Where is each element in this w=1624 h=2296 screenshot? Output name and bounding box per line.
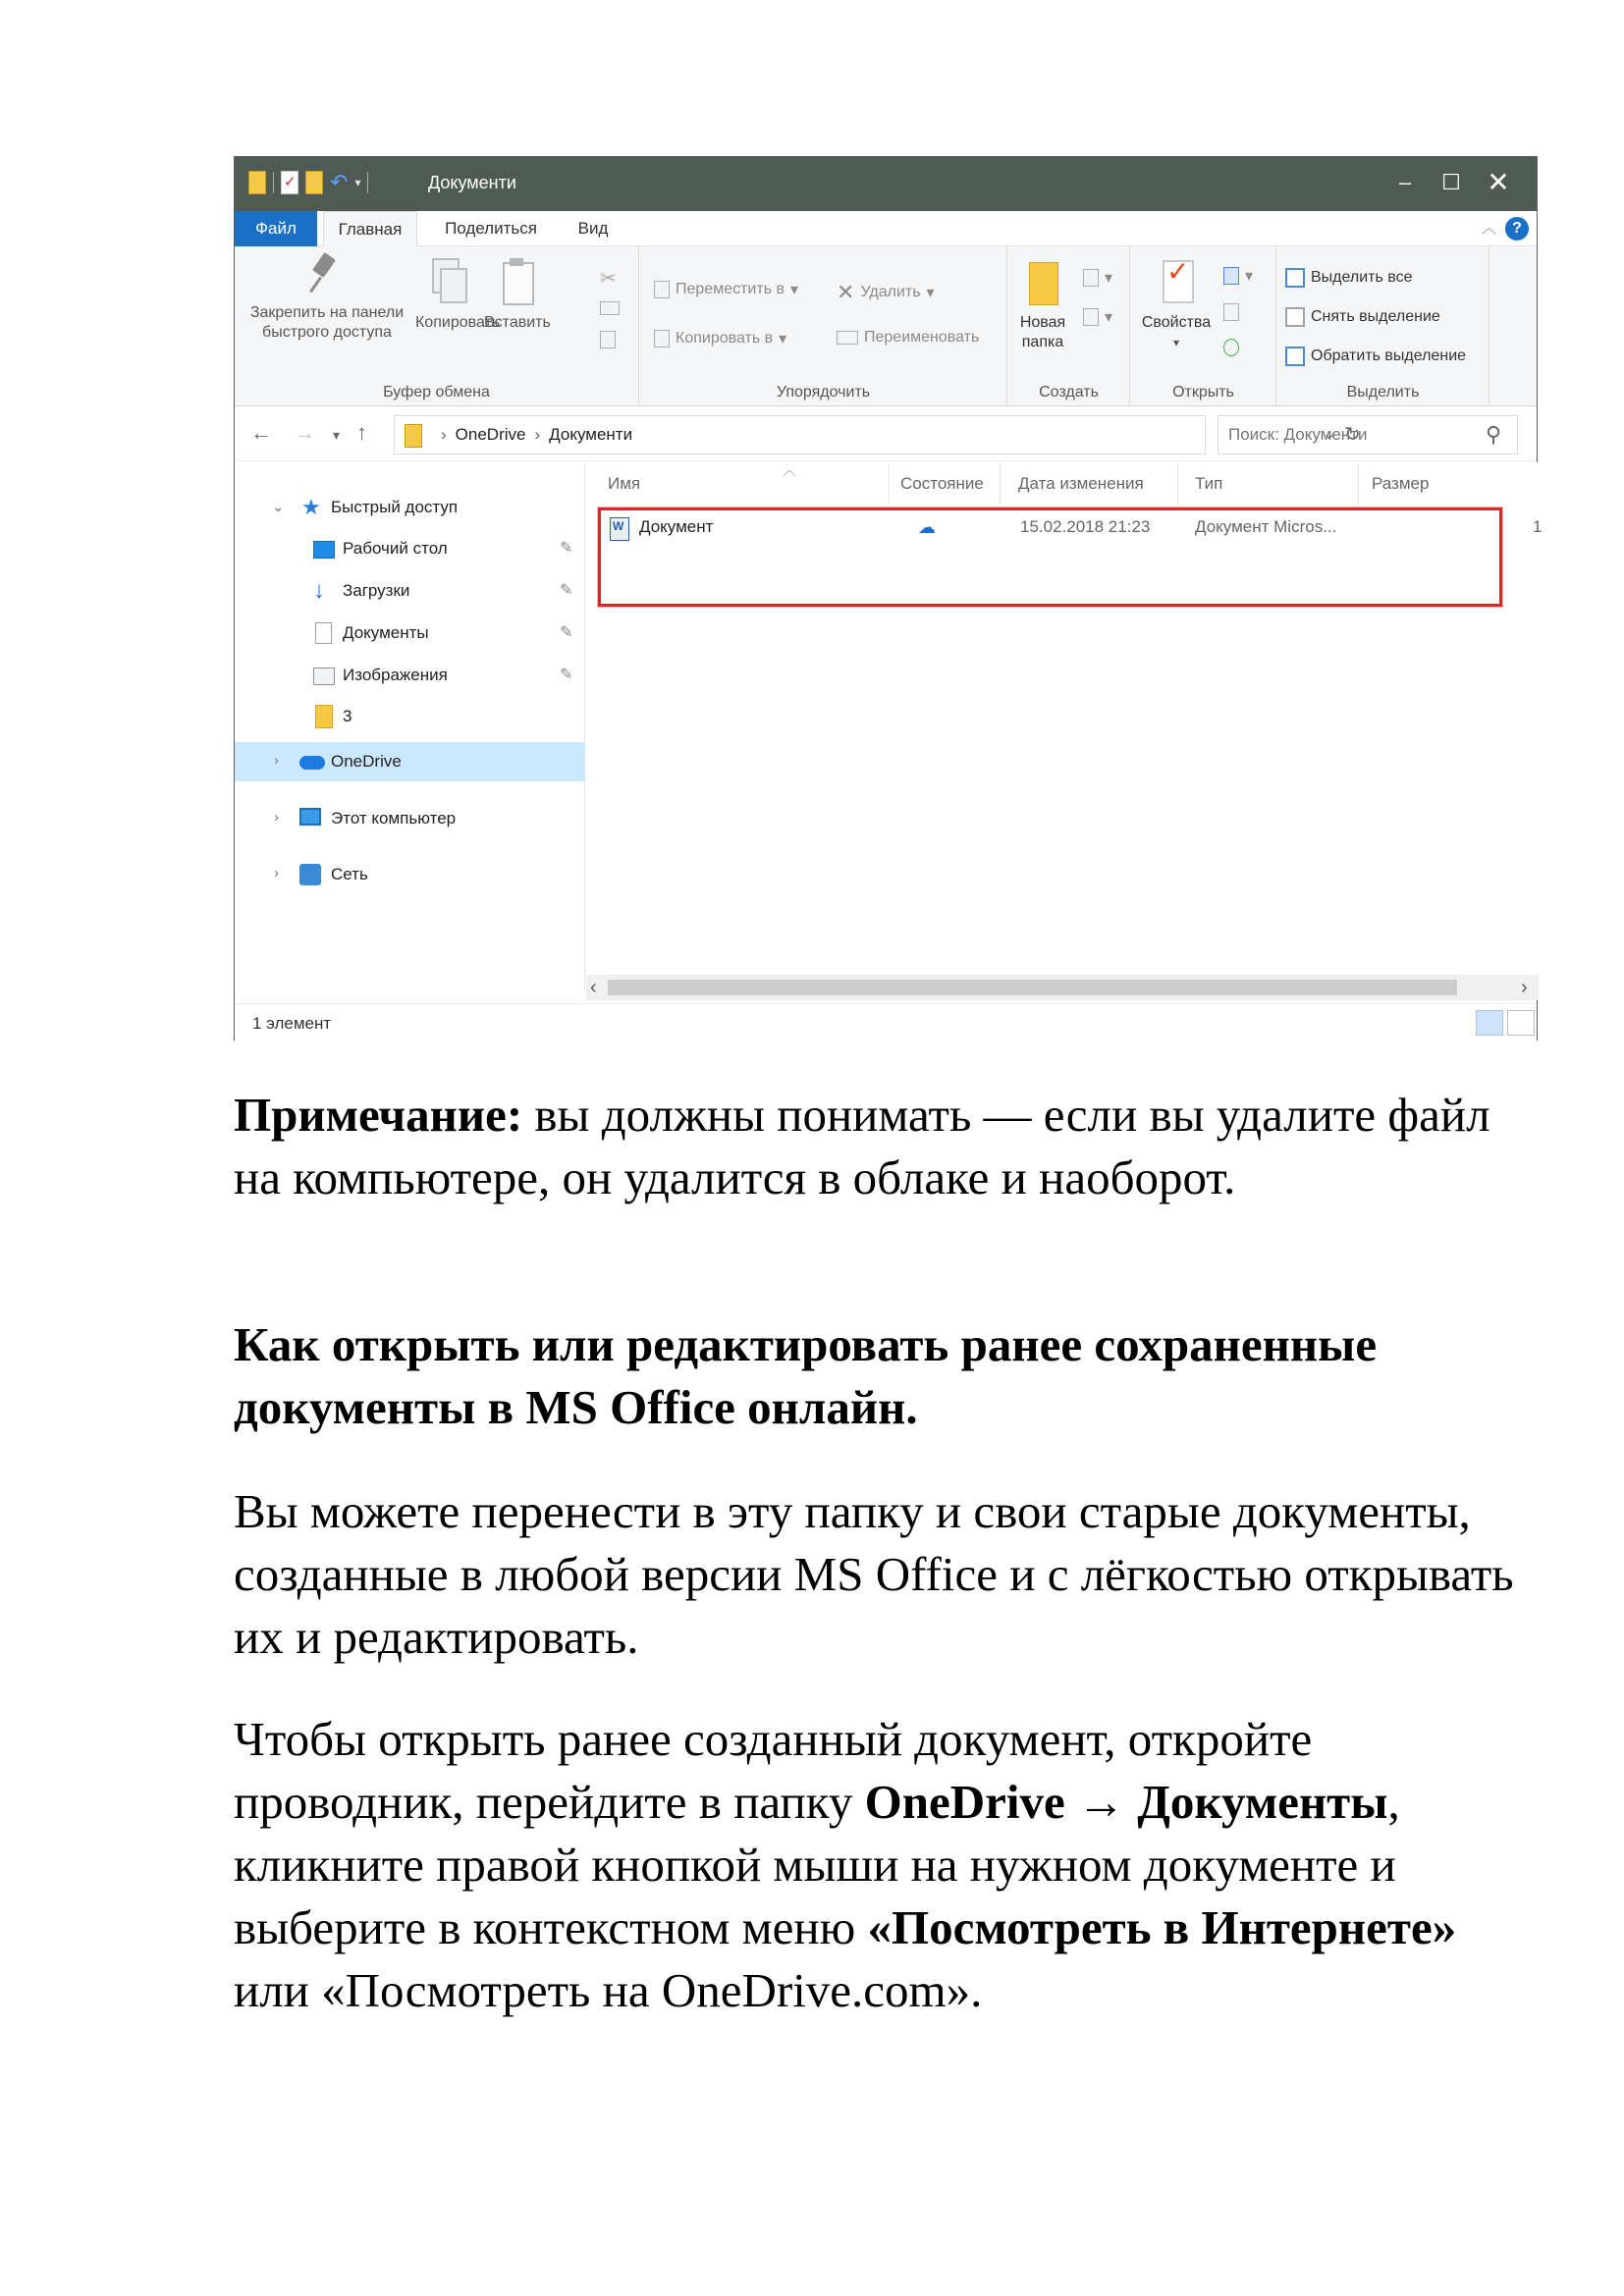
nav-onedrive[interactable] [235, 742, 585, 781]
open-icon[interactable]: ▾ [1223, 266, 1253, 286]
invert-label: Обратить выделение [1311, 347, 1467, 364]
nav-item-desktop[interactable] [235, 529, 585, 568]
search-box[interactable] [1218, 415, 1518, 454]
cloud-icon [299, 756, 325, 770]
paragraph-2 [234, 1708, 1530, 2022]
newfolder-label: Новая папка [1019, 314, 1066, 350]
select-none-button[interactable] [1285, 307, 1440, 327]
nav-item-pictures[interactable] [235, 656, 585, 695]
copy-icon [430, 256, 465, 305]
forward-icon[interactable]: → [294, 420, 315, 445]
address-row [235, 407, 1537, 461]
copy-to-button[interactable]: Копировать в ▾ [654, 329, 786, 348]
copy-to-icon [654, 330, 670, 347]
para2-bold-menu: «Посмотреть в Интернете» [867, 1900, 1457, 1954]
invert-selection-icon [1285, 347, 1305, 366]
pin-icon[interactable]: ✎ [560, 582, 573, 599]
organize-group [640, 246, 1007, 406]
nav-item-downloads[interactable] [235, 571, 585, 611]
large-icons-view-icon[interactable] [1507, 1010, 1535, 1036]
customize-toolbar-icon[interactable]: ▾ [354, 176, 361, 189]
chevron-right-icon[interactable]: › [274, 865, 279, 881]
chevron-right-icon[interactable]: › [274, 809, 279, 826]
documents-icon [315, 622, 332, 644]
quick-access-toolbar [248, 171, 368, 194]
note-text: вы должны понимать — если вы удалите файл на компьютере, он удалится в облаке и наоборот. [234, 1088, 1490, 1204]
new-item-icon[interactable]: ▾ [1083, 268, 1112, 288]
folder-icon [405, 424, 422, 448]
delete-icon: ✕ [837, 280, 855, 304]
search-icon[interactable]: ⚲ [1486, 422, 1502, 447]
file-date: 15.02.2018 21:23 [1020, 517, 1151, 536]
desktop-icon [313, 541, 335, 559]
pin-label: Закрепить на панели быстрого доступа [249, 304, 405, 341]
copy-label: Копировать [415, 314, 501, 331]
item-count: 1 элемент [252, 1014, 332, 1033]
move-icon [654, 281, 670, 298]
nav-item-label: Документы [343, 623, 429, 642]
ribbon [235, 246, 1537, 406]
folder-icon[interactable] [248, 171, 266, 194]
maximize-button[interactable]: ☐ [1441, 170, 1461, 194]
edit-icon[interactable] [1223, 303, 1239, 321]
new-folder-button[interactable] [1012, 256, 1073, 352]
column-date[interactable]: Дата изменения [1018, 474, 1144, 493]
cloud-status-icon: ☁ [918, 517, 936, 537]
nav-this-pc-label: Этот компьютер [331, 809, 457, 828]
clipboard-group-label: Буфер обмена [383, 384, 490, 400]
organize-group-label: Упорядочить [776, 384, 871, 400]
column-size[interactable]: Размер [1372, 474, 1430, 493]
recent-locations-icon[interactable]: ▾ [333, 427, 341, 443]
note-paragraph [234, 1084, 1530, 1209]
para2-text-a: Чтобы открыть ранее созданный документ, откройте проводник, перейдите в папку [234, 1712, 1313, 1829]
column-type[interactable]: Тип [1195, 474, 1223, 493]
window-title: Документи [428, 173, 516, 192]
pin-icon[interactable]: ✎ [560, 540, 573, 557]
toolbar-separator [273, 172, 274, 193]
highlight-box [598, 507, 1502, 607]
scroll-thumb[interactable] [608, 980, 1457, 995]
easy-access-icon[interactable]: ▾ [1083, 307, 1112, 327]
minimize-button[interactable]: – [1398, 170, 1412, 194]
chevron-right-icon[interactable]: › [274, 752, 279, 769]
rename-button[interactable] [837, 329, 979, 347]
file-name[interactable]: Документ [639, 517, 714, 536]
tab-file[interactable]: Файл [235, 211, 317, 246]
rename-label: Переименовать [864, 329, 980, 346]
section-heading: Как открыть или редактировать ранее сохраненные документы в MS Office онлайн. [234, 1317, 1378, 1434]
new-group [1008, 246, 1130, 406]
column-name[interactable]: Имя [608, 474, 641, 493]
properties-label: Свойства [1141, 314, 1212, 331]
paste-icon [499, 256, 534, 305]
file-size: 1 [1533, 517, 1543, 536]
scroll-right-icon[interactable]: › [1521, 977, 1528, 998]
file-list [586, 462, 1543, 992]
horizontal-scrollbar[interactable] [586, 975, 1539, 1000]
move-label: Переместить в [676, 281, 785, 297]
scroll-left-icon[interactable]: ‹ [590, 977, 597, 998]
select-all-label: Выделить все [1311, 269, 1413, 286]
search-input[interactable] [1228, 416, 1474, 454]
pin-button[interactable] [243, 303, 411, 343]
history-icon[interactable] [1223, 339, 1239, 356]
nav-item-documents[interactable] [235, 614, 585, 653]
pin-icon[interactable]: ✎ [560, 624, 573, 641]
network-icon [299, 864, 321, 885]
pin-icon [303, 248, 343, 297]
ribbon-tabs [235, 211, 1537, 246]
para2-bold-path: OneDrive → Документы [864, 1775, 1388, 1829]
download-icon: ↓ [313, 577, 325, 604]
open-group [1131, 246, 1276, 406]
breadcrumb-onedrive[interactable]: OneDrive [455, 425, 526, 444]
select-all-icon [1285, 268, 1305, 288]
star-icon: ★ [301, 495, 321, 519]
address-dropdown-icon[interactable]: ⌄ [1323, 426, 1336, 443]
open-group-label: Открыть [1172, 384, 1234, 400]
sort-ascending-icon: ︿ [783, 462, 796, 478]
column-status[interactable]: Состояние [900, 474, 984, 493]
back-icon[interactable]: ← [250, 420, 272, 445]
copy-path-icon[interactable] [600, 301, 620, 315]
collapse-ribbon-icon[interactable]: ︿ [1482, 220, 1497, 237]
folder-icon [315, 705, 333, 728]
delete-button[interactable]: ✕ Удалить ▾ [837, 280, 935, 304]
copy-button[interactable] [415, 256, 501, 333]
properties-icon[interactable] [281, 171, 298, 194]
nav-item-label: 3 [343, 707, 352, 725]
undo-icon[interactable]: ↶ [330, 170, 349, 194]
breadcrumb: › OneDrive › Документи [441, 425, 633, 444]
nav-quick-access[interactable] [235, 488, 585, 527]
new-folder-icon [1025, 256, 1060, 305]
move-to-button[interactable]: Переместить в ▾ [654, 280, 798, 299]
rename-icon [837, 331, 858, 345]
breadcrumb-documents[interactable]: Документи [549, 425, 633, 444]
nav-quick-access-label: Быстрый доступ [331, 498, 459, 516]
select-none-icon [1285, 307, 1305, 327]
details-view-icon[interactable] [1476, 1010, 1503, 1036]
nav-onedrive-label: OneDrive [331, 752, 402, 771]
properties-icon [1157, 256, 1196, 305]
chevron-down-icon[interactable]: ⌄ [272, 499, 285, 515]
nav-item-label: Рабочий стол [343, 539, 448, 558]
paragraph-1: Вы можете перенести в эту папку и свои старые документы, созданные в любой версии MS Office и с лёгкостью открывать их и редактировать. [234, 1484, 1514, 1664]
nav-network-label: Сеть [331, 865, 368, 883]
title-bar [235, 157, 1537, 211]
nav-item-label: Загрузки [343, 581, 410, 600]
column-headers [586, 462, 1539, 506]
copyto-label: Копировать в [676, 330, 774, 347]
close-button[interactable]: ✕ [1487, 167, 1510, 197]
status-bar [235, 1003, 1537, 1041]
select-all-button[interactable] [1285, 268, 1412, 288]
tab-home[interactable]: Главная [323, 211, 417, 247]
select-group [1277, 246, 1489, 406]
refresh-icon[interactable]: ↻ [1344, 424, 1361, 446]
address-bar[interactable] [394, 415, 1361, 454]
nav-network[interactable] [235, 855, 585, 894]
new-folder-icon[interactable] [305, 171, 323, 194]
nav-item-folder-3[interactable] [235, 697, 585, 736]
pin-icon[interactable]: ✎ [560, 667, 573, 683]
properties-button[interactable]: ✓ Свойства ▾ [1137, 256, 1216, 352]
new-group-label: Создать [1039, 384, 1099, 400]
help-icon[interactable]: ? [1505, 217, 1529, 240]
file-type: Документ Micros... [1195, 517, 1337, 536]
tab-view[interactable]: Вид [577, 219, 609, 238]
clipboard-group [235, 246, 639, 406]
delete-label: Удалить [860, 284, 921, 300]
nav-item-label: Изображения [343, 666, 448, 684]
para2-text-b: , кликните правой кнопкой мыши на нужном документе и выберите в контекстном меню [234, 1775, 1400, 1954]
tab-share[interactable]: Поделиться [445, 219, 537, 238]
paste-label: Вставить [484, 314, 551, 331]
navigation-pane [235, 462, 585, 992]
toolbar-separator [367, 172, 368, 193]
cut-icon[interactable]: ✂ [600, 268, 617, 290]
pictures-icon [313, 667, 335, 685]
para2-text-c: или «Посмотреть на OneDrive.com». [234, 1963, 983, 2017]
select-none-label: Снять выделение [1311, 308, 1440, 325]
up-icon[interactable]: ↑ [356, 420, 367, 445]
note-label: Примечание: [234, 1088, 523, 1142]
paste-shortcut-icon[interactable] [600, 331, 616, 348]
nav-this-pc[interactable] [235, 799, 585, 838]
computer-icon [299, 808, 321, 826]
select-group-label: Выделить [1346, 384, 1420, 400]
paste-button[interactable] [484, 256, 549, 333]
invert-selection-button[interactable] [1285, 347, 1466, 366]
explorer-window [234, 156, 1543, 1041]
